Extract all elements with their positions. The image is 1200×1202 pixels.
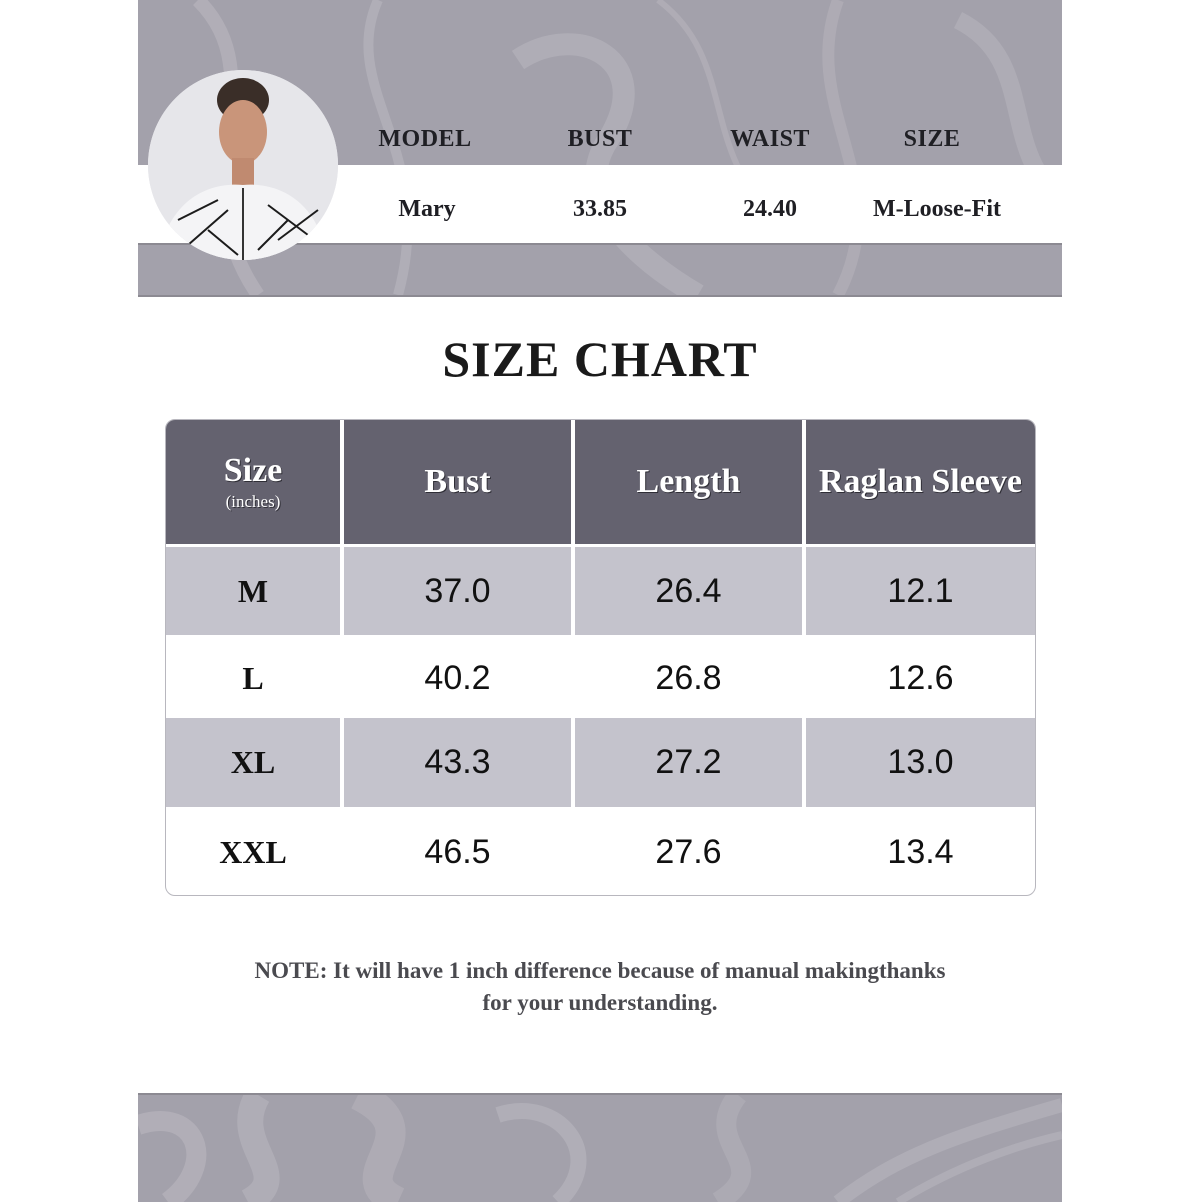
header-raglan-sleeve [806,420,1035,544]
header-bust [344,420,571,544]
model-header: MODEL [378,126,472,152]
note-text [140,955,1060,1019]
header-size [166,420,340,544]
table-row-length: 27.2 [575,718,802,807]
table-row-bust: 46.5 [424,833,491,871]
header-length [575,420,802,544]
table-row-sleeve: 13.0 [806,718,1035,807]
header-sleeve-label: Raglan Sleeve [818,463,1023,500]
note-line-1: NOTE: It will have 1 inch difference because of manual makingthanks [254,958,946,983]
table-row-bust: 43.3 [344,718,571,807]
model-bust: 33.85 [573,196,627,222]
size-header: SIZE [903,126,961,152]
table-row-sleeve: 12.1 [806,547,1035,635]
table-row-bust: 37.0 [344,547,571,635]
table-row-size: L [242,659,264,696]
header-size-unit: (inches) [225,492,281,511]
model-name: Mary [398,196,456,222]
table-row-length: 27.6 [655,833,722,871]
table-row-length: 26.8 [655,658,722,697]
waist-header: WAIST [730,126,810,152]
header-bust-label: Bust [424,463,491,500]
model-photo [148,70,338,260]
table-row-sleeve: 13.4 [887,833,954,871]
table-row-size: XXL [219,834,287,870]
page-title: SIZE CHART [442,331,758,387]
note-line-2: for your understanding. [482,990,718,1015]
model-waist: 24.40 [743,196,797,222]
table-row-length: 26.4 [575,547,802,635]
table-row-sleeve: 12.6 [887,658,954,697]
header-size-label: Size [223,452,283,489]
bottom-banner [138,1093,1062,1202]
model-size: M-Loose-Fit [873,196,1001,222]
marble-pattern [138,1095,1062,1202]
model-portrait-icon [148,70,338,260]
header-length-label: Length [636,463,741,500]
bust-header: BUST [567,126,633,152]
table-row-size: XL [166,718,340,807]
table-row-size: M [166,547,340,635]
size-table [165,419,1036,896]
table-row-bust: 40.2 [424,658,491,697]
